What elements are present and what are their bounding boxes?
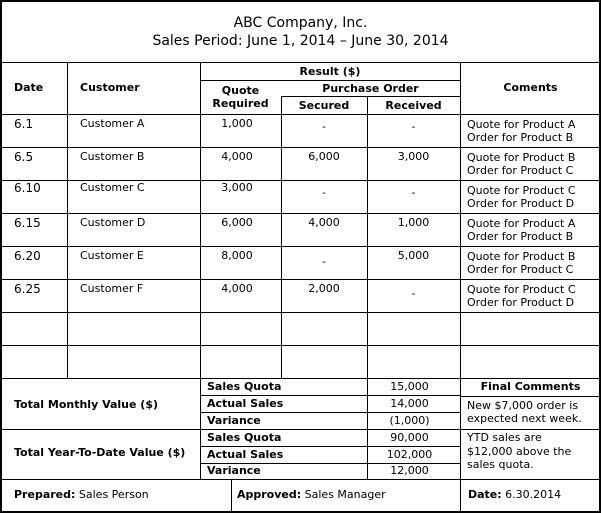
approved-value: Sales Manager xyxy=(304,488,386,501)
row-comment-line1: Quote for Product C xyxy=(467,283,576,296)
row-quote: 8,000 xyxy=(221,249,253,262)
row-comment-line1: Quote for Product B xyxy=(467,250,576,263)
row-date: 6.5 xyxy=(14,150,34,164)
row-customer: Customer D xyxy=(80,216,146,229)
row-secured: - xyxy=(322,255,326,268)
divider-ytd-1 xyxy=(200,446,460,447)
company-name: ABC Company, Inc. xyxy=(233,15,368,31)
final-comments-monthly-line1: New $7,000 order is xyxy=(467,399,579,412)
row-comment-line1: Quote for Product A xyxy=(467,118,576,131)
row-secured: 2,000 xyxy=(308,282,340,295)
divider-row-6 xyxy=(0,312,601,313)
prepared-label: Prepared: xyxy=(14,488,76,501)
row-date: 6.10 xyxy=(14,181,41,195)
approved-label: Approved: xyxy=(237,488,302,501)
monthly-variance-value: (1,000) xyxy=(389,414,430,427)
ytd-sales-quota-value: 90,000 xyxy=(390,431,429,444)
divider-row-1 xyxy=(0,147,601,148)
row-customer: Customer A xyxy=(80,117,145,130)
col-header-received: Received xyxy=(385,99,442,112)
ytd-actual-sales-label: Actual Sales xyxy=(207,448,284,461)
final-comments-monthly-line2: expected next week. xyxy=(467,412,582,425)
divider-monthly-2 xyxy=(200,412,460,413)
row-quote: 3,000 xyxy=(221,181,253,194)
monthly-actual-sales-value: 14,000 xyxy=(390,397,429,410)
prepared-by xyxy=(14,488,149,502)
monthly-sales-quota-value: 15,000 xyxy=(390,380,429,393)
final-comments-ytd-line3: sales quota. xyxy=(467,458,534,471)
ytd-variance-value: 12,000 xyxy=(390,464,429,477)
col-header-quote-line1: Quote xyxy=(221,84,260,97)
row-secured: - xyxy=(322,120,326,133)
date-label: Date: xyxy=(468,488,502,501)
col-header-customer: Customer xyxy=(80,81,140,94)
col-header-purchase-order: Purchase Order xyxy=(322,82,419,95)
row-comment-line2: Order for Product D xyxy=(467,296,575,309)
monthly-total-label: Total Monthly Value ($) xyxy=(14,398,159,411)
row-customer: Customer F xyxy=(80,282,144,295)
ytd-total-label: Total Year-To-Date Value ($) xyxy=(14,446,186,459)
row-date: 6.20 xyxy=(14,249,41,263)
approved-by xyxy=(237,488,386,502)
row-customer: Customer E xyxy=(80,249,144,262)
final-comments-title: Final Comments xyxy=(480,380,581,393)
row-received: - xyxy=(411,120,416,133)
row-date: 6.15 xyxy=(14,216,41,230)
col-header-result: Result ($) xyxy=(299,65,361,78)
col-header-quote-line2: Required xyxy=(212,97,269,110)
row-comment-line2: Order for Product B xyxy=(467,131,574,144)
row-secured: - xyxy=(322,186,326,199)
border-left xyxy=(0,0,2,513)
row-comment-line1: Quote for Product B xyxy=(467,151,576,164)
row-comment-line1: Quote for Product A xyxy=(467,217,576,230)
ytd-variance-label: Variance xyxy=(207,464,261,477)
divider-column-headers xyxy=(0,114,601,115)
row-date: 6.25 xyxy=(14,282,41,296)
col-header-comments: Coments xyxy=(503,81,558,94)
row-comment-line2: Order for Product D xyxy=(467,197,575,210)
monthly-variance-label: Variance xyxy=(207,414,261,427)
row-quote: 6,000 xyxy=(221,216,253,229)
divider-row-3 xyxy=(0,213,601,214)
col-line-received xyxy=(460,62,461,513)
row-quote: 1,000 xyxy=(221,117,253,130)
monthly-actual-sales-label: Actual Sales xyxy=(207,397,284,410)
divider-purchase-order xyxy=(281,96,460,97)
divider-header xyxy=(0,62,601,63)
col-line-quote xyxy=(281,96,282,378)
divider-monthly-1 xyxy=(200,395,460,396)
col-line-date xyxy=(67,62,68,378)
row-comment-line2: Order for Product C xyxy=(467,263,574,276)
row-received: - xyxy=(411,287,416,300)
col-header-secured: Secured xyxy=(298,99,350,112)
prepared-value: Sales Person xyxy=(78,488,149,501)
row-received: 1,000 xyxy=(397,216,430,229)
col-header-date: Date xyxy=(14,81,44,94)
row-comment-line2: Order for Product B xyxy=(467,230,574,243)
divider-monthly-ytd xyxy=(0,429,601,430)
final-comments-ytd-line2: $12,000 above the xyxy=(467,445,572,458)
row-comment-line1: Quote for Product C xyxy=(467,184,576,197)
row-received: - xyxy=(411,186,416,199)
row-quote: 4,000 xyxy=(221,282,253,295)
divider-row-5 xyxy=(0,279,601,280)
row-customer: Customer B xyxy=(80,150,145,163)
date-value: 6.30.2014 xyxy=(505,488,562,501)
row-secured: 6,000 xyxy=(308,150,340,163)
final-comments-ytd-line1: YTD sales are xyxy=(467,431,542,444)
col-line-footer-prepared xyxy=(231,479,232,513)
divider-final-comments xyxy=(460,396,601,397)
ytd-actual-sales-value: 102,000 xyxy=(386,448,433,461)
monthly-sales-quota-label: Sales Quota xyxy=(207,380,282,393)
row-received: 5,000 xyxy=(397,249,430,262)
row-date: 6.1 xyxy=(14,117,34,131)
report-date xyxy=(468,488,561,502)
row-comment-line2: Order for Product C xyxy=(467,164,574,177)
divider-row-8 xyxy=(0,378,601,379)
sales-period: Sales Period: June 1, 2014 – June 30, 2014 xyxy=(152,33,449,49)
divider-footer xyxy=(0,479,601,480)
row-received: 3,000 xyxy=(397,150,430,163)
divider-row-7 xyxy=(0,345,601,346)
divider-row-4 xyxy=(0,246,601,247)
ytd-sales-quota-label: Sales Quota xyxy=(207,431,282,444)
divider-result xyxy=(200,80,460,81)
border-top xyxy=(0,0,601,2)
row-quote: 4,000 xyxy=(221,150,253,163)
row-secured: 4,000 xyxy=(308,216,340,229)
row-customer: Customer C xyxy=(80,181,145,194)
